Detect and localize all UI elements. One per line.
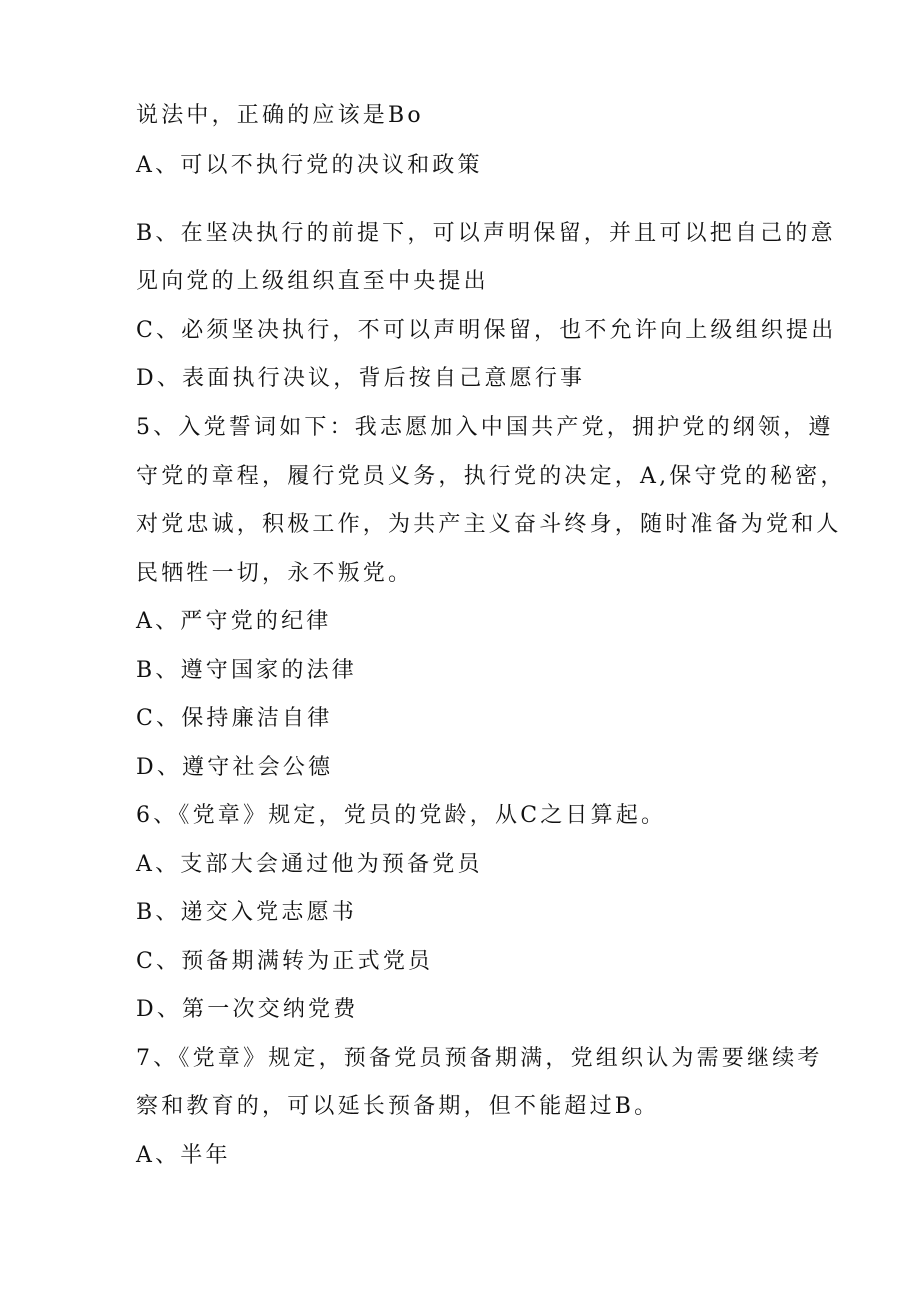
option-c-line: C、预备期满转为正式党员 [136, 949, 434, 974]
option-b-line: B、遵守国家的法律 [136, 658, 357, 683]
option-c-line: C、必须坚决执行，不可以声明保留，也不允许向上级组织提出 [136, 318, 837, 343]
option-d-line: D、遵守社会公德 [136, 755, 334, 780]
option-c-line: C、保持廉洁自律 [136, 706, 333, 731]
option-d-line: D、表面执行决议，背后按自己意愿行事 [136, 366, 586, 391]
question-5-continuation: 守党的章程，履行党员义务，执行党的决定，A,保守党的秘密， [136, 464, 846, 489]
question-5-line: 5、入党誓词如下：我志愿加入中国共产党，拥护党的纲领，遵 [136, 415, 834, 440]
option-b-line: B、在坚决执行的前提下，可以声明保留，并且可以把自己的意 [136, 221, 836, 246]
question-5-continuation: 对党忠诚，积极工作，为共产主义奋斗终身，随时准备为党和人 [136, 512, 842, 537]
option-a-line: A、可以不执行党的决议和政策 [136, 153, 483, 178]
question-7-line: 7、《党章》规定，预备党员预备期满，党组织认为需要继续考 [136, 1046, 823, 1071]
option-a-line: A、严守党的纪律 [136, 609, 332, 634]
option-a-line: A、半年 [136, 1143, 231, 1168]
question-6-line: 6、《党章》规定，党员的党龄，从C之日算起。 [136, 803, 667, 828]
question-5-continuation: 民牺牲一切，永不叛党。 [136, 561, 414, 586]
option-b-line: B、递交入党志愿书 [136, 900, 357, 925]
option-d-line: D、第一次交纳党费 [136, 997, 359, 1022]
question-7-continuation: 察和教育的，可以延长预备期，但不能超过B。 [136, 1094, 660, 1119]
text-line: 说法中，正确的应该是Bo [136, 103, 424, 128]
option-a-line: A、支部大会通过他为预备党员 [136, 852, 483, 877]
option-b-continuation: 见向党的上级组织直至中央提出 [136, 269, 489, 294]
